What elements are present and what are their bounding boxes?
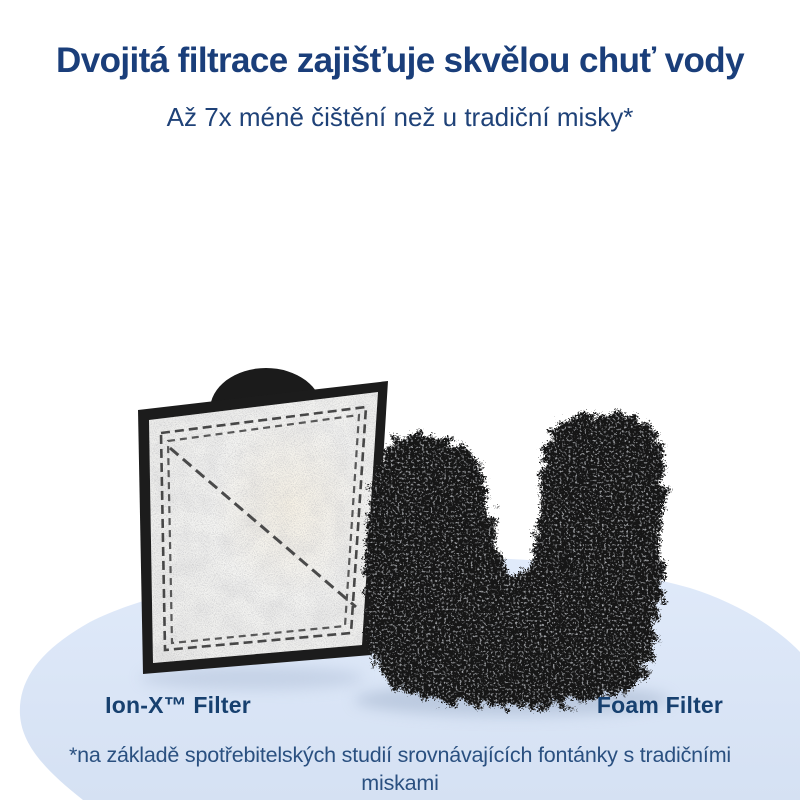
headline: Dvojitá filtrace zajišťuje skvělou chuť vody (56, 41, 744, 80)
subheadline: Až 7x méně čištění než u tradiční misky* (166, 102, 634, 132)
footnote-line1: *na základě spotřebitelských studií srovnávajících fontánky s tradičními (69, 743, 731, 767)
ion-x-filter-photo (138, 368, 388, 674)
foam-filter-label: Foam Filter (596, 692, 724, 718)
footnote-line2: miskami (361, 771, 439, 795)
footnote (0, 741, 800, 797)
ion-x-filter-label: Ion-X™ Filter (105, 692, 251, 718)
